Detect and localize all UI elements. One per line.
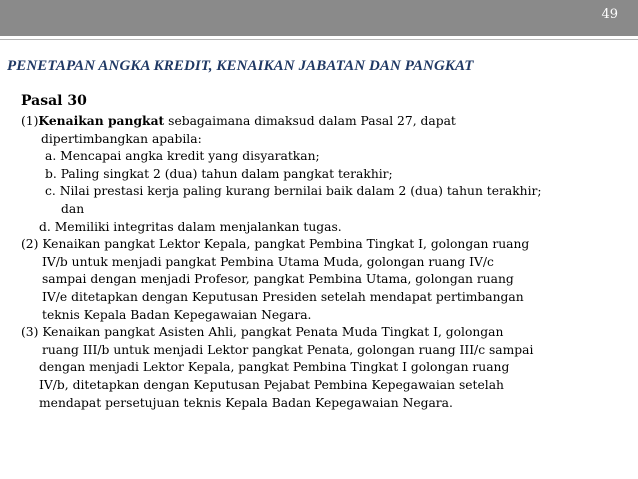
content-body [21,92,626,412]
item-3-line-2: ruang III/b untuk menjadi Lektor pangkat Penata, golongan ruang III/c sampai [42,342,534,357]
item-3-line-3: dengan menjadi Lektor Kepala, pangkat Pembina Tingkat I golongan ruang [39,360,510,375]
item-1-sub-d: d. Memiliki integritas dalam menjalankan tugas. [39,219,342,234]
item-2-line-5: teknis Kepala Badan Kepegawaian Negara. [42,307,312,322]
header-bar [0,0,638,36]
header-divider-line [0,39,638,40]
item-1-line-2: dipertimbangkan apabila: [41,131,202,146]
item-1-line-1 [21,112,626,131]
item-2-line-2: IV/b untuk menjadi pangkat Pembina Utama Muda, golongan ruang IV/c [42,254,494,269]
item-3-line-5: mendapat persetujuan teknis Kepala Badan Kepegawaian Negara. [39,395,453,410]
item-1-sub-c-cont: dan [61,201,85,216]
slide-title: PENETAPAN ANGKA KREDIT, KENAIKAN JABATAN DAN PANGKAT [7,58,474,74]
item-3-line-1: (3) Kenaikan pangkat Asisten Ahli, pangkat Penata Muda Tingkat I, golongan [21,325,504,340]
item-1-text: sebagaimana dimaksud dalam Pasal 27, dapat [164,114,456,128]
page-number: 49 [601,7,618,22]
item-1-bold-term: Kenaikan pangkat [38,113,165,128]
item-3-line-4: IV/b, ditetapkan dengan Keputusan Pejabat Pembina Kepegawaian setelah [39,377,504,392]
item-1-sub-c: c. Nilai prestasi kerja paling kurang bernilai baik dalam 2 (dua) tahun terakhir; [45,184,542,199]
item-2-line-3: sampai dengan menjadi Profesor, pangkat Pembina Utama, golongan ruang [42,272,514,287]
pasal-heading: Pasal 30 [21,93,87,109]
item-2-line-1: (2) Kenaikan pangkat Lektor Kepala, pangkat Pembina Tingkat I, golongan ruang [21,237,530,252]
item-1-sub-a: a. Mencapai angka kredit yang disyaratkan; [45,149,320,164]
item-2-line-4: IV/e ditetapkan dengan Keputusan Presiden setelah mendapat pertimbangan [42,289,524,304]
item-1-number: (1) [21,114,39,128]
item-1-sub-b: b. Paling singkat 2 (dua) tahun dalam pangkat terakhir; [45,166,393,181]
